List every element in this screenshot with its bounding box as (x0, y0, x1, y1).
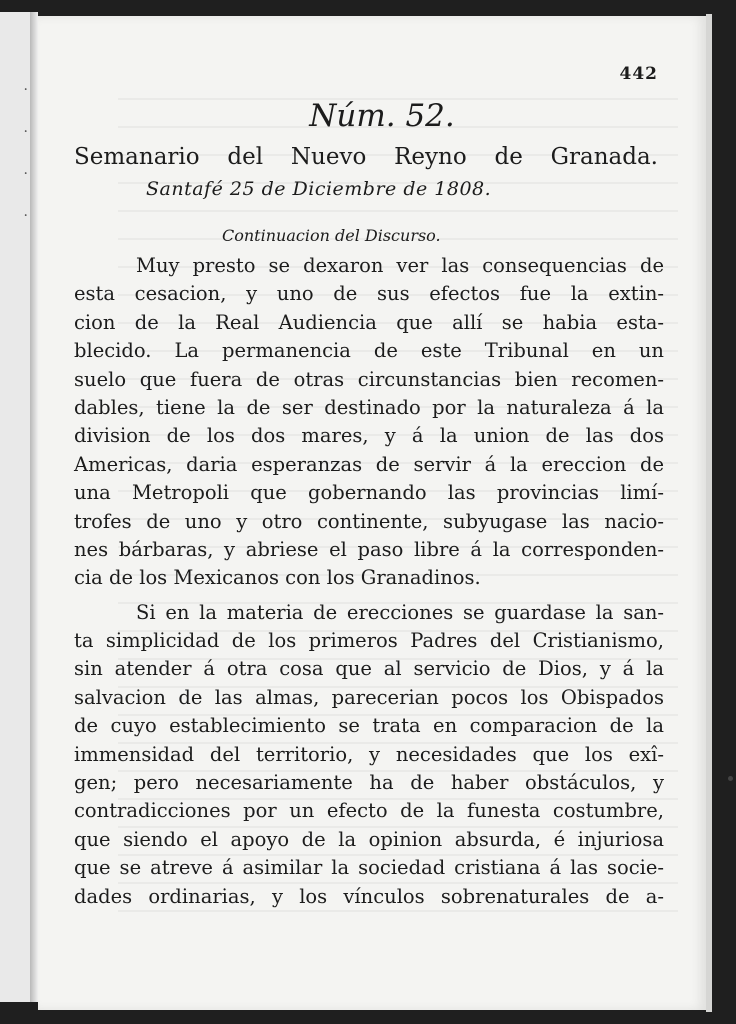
text-line: Muy presto se dexaron ver las consequencias de (136, 254, 664, 277)
text-line: dables, tiene la de ser destinado por la naturaleza á la (74, 395, 664, 419)
body-text (74, 252, 664, 911)
journal-title (74, 144, 658, 170)
text-line: sin atender á otra cosa que al servicio de Dios, y á la (74, 657, 664, 681)
page-edge (706, 14, 712, 1012)
text-line: una Metropoli que gobernando las provincias limí- (74, 481, 664, 505)
adjacent-page-glyphs: · · · · (23, 82, 28, 224)
section-heading: Continuacion del Discurso. (222, 226, 441, 245)
journal-title-word: del (227, 144, 264, 170)
journal-title-word: Granada. (550, 144, 658, 170)
ink-speck (728, 776, 733, 781)
text-line: suelo que fuera de otras circunstancias bien recomen- (74, 367, 664, 391)
text-line: contradicciones por un efecto de la funesta costumbre, (74, 799, 664, 823)
text-line: division de los dos mares, y á la union de las dos (74, 424, 664, 448)
text-line: blecido. La permanencia de este Tribunal en un (74, 339, 664, 363)
document-page (38, 16, 706, 1010)
page-number: 442 (619, 64, 658, 84)
text-line: gen; pero necesariamente ha de haber obstáculos, y (74, 771, 664, 795)
text-line: nes bárbaras, y abriese el paso libre á la corresponden- (74, 537, 664, 561)
journal-title-word: Semanario (74, 144, 200, 170)
text-line: trofes de uno y otro continente, subyugase las nacio- (74, 509, 664, 533)
paragraph-1 (74, 252, 664, 593)
text-line: de cuyo establecimiento se trata en comparacion de la (74, 714, 664, 738)
issue-number: Núm. 52. (309, 98, 455, 134)
text-line: dades ordinarias, y los vínculos sobrenaturales de a- (74, 884, 664, 908)
text-line: salvacion de las almas, parecerian pocos los Obispados (74, 685, 664, 709)
text-line: Si en la materia de erecciones se guardase la san- (136, 600, 664, 624)
adjacent-page-edge (0, 12, 32, 1002)
journal-title-word: de (494, 144, 523, 170)
text-line: que siendo el apoyo de la opinion absurda, é injuriosa (74, 827, 664, 851)
text-line: esta cesacion, y uno de sus efectos fue la extin- (74, 282, 664, 306)
journal-title-word: Reyno (394, 144, 467, 170)
place-date-line: Santafé 25 de Diciembre de 1808. (146, 178, 492, 200)
text-line: cia de los Mexicanos con los Granadinos. (74, 566, 481, 590)
text-line: cion de la Real Audiencia que allí se habia esta- (74, 310, 664, 334)
text-line: ta simplicidad de los primeros Padres del Cristianismo, (74, 629, 664, 653)
text-line: immensidad del territorio, y necesidades que los exî- (74, 742, 664, 766)
text-line: que se atreve á asimilar la sociedad cristiana á las socie- (74, 856, 664, 880)
journal-title-word: Nuevo (290, 144, 367, 170)
paragraph-2 (74, 599, 664, 911)
text-line: Americas, daria esperanzas de servir á la ereccion de (74, 452, 664, 476)
book-gutter (30, 12, 38, 1002)
